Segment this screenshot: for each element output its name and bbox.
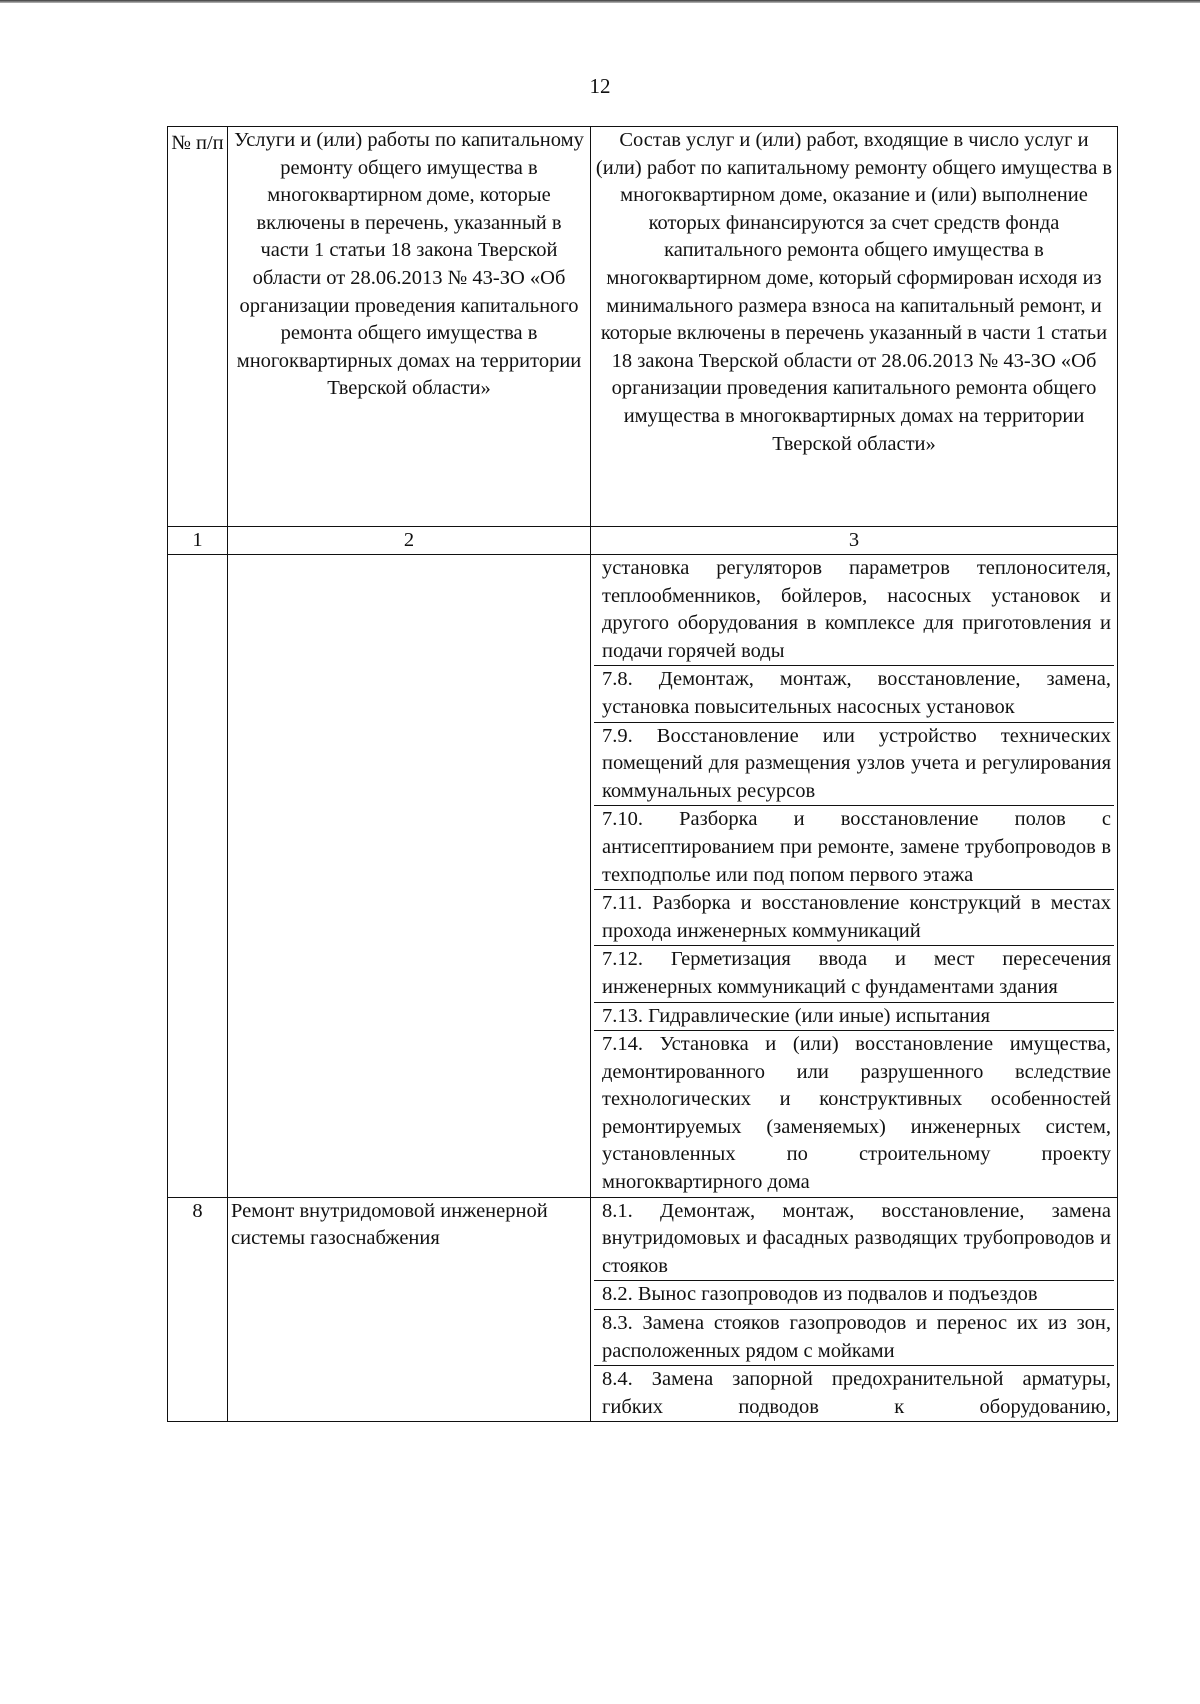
row-items <box>591 1197 1118 1422</box>
list-item: 7.14. Установка и (или) восстановление имущества, демонтированного или разрушенного вследствие технологических и конструктивных особенностей ремонтируемых (заменяемых) инженерных систем, установленных по строительному проекту многоквартирного дома <box>602 1033 1111 1194</box>
row-service <box>228 555 591 1198</box>
column-number-2: 2 <box>228 527 591 555</box>
scan-edge <box>0 0 1200 3</box>
list-item: 7.12. Герметизация ввода и мест пересечения инженерных коммуникаций с фундаментами здания <box>594 946 1114 1002</box>
row-items <box>591 555 1118 1198</box>
services-table <box>167 126 1118 1422</box>
header-number-label: № п/п <box>171 132 224 154</box>
header-composition-column <box>591 127 1118 527</box>
list-item: установка регуляторов параметров теплоносителя, теплообменников, бойлеров, насосных установок и другого оборудования в комплексе для приготовления и подачи горячей воды <box>594 555 1114 666</box>
column-numbers-row <box>168 527 1118 555</box>
table-row-7-continued <box>168 555 1118 1198</box>
row-service: Ремонт внутридомовой инженерной системы газоснабжения <box>228 1197 591 1422</box>
list-item: 7.10. Разборка и восстановление полов с антисептированием при ремонте, замене трубопроводов в техподполье или под попом первого этажа <box>594 806 1114 890</box>
row-number: 8 <box>168 1197 228 1422</box>
table-row-8 <box>168 1197 1118 1422</box>
column-number-3: 3 <box>591 527 1118 555</box>
list-item: 7.9. Восстановление или устройство технических помещений для размещения узлов учета и регулирования коммунальных ресурсов <box>594 723 1114 807</box>
list-item: 7.8. Демонтаж, монтаж, восстановление, замена, установка повысительных насосных установок <box>594 666 1114 722</box>
list-item: 8.3. Замена стояков газопроводов и перенос их из зон, расположенных рядом с мойками <box>594 1310 1114 1366</box>
row-number <box>168 555 228 1198</box>
list-item: 7.13. Гидравлические (или иные) испытания <box>594 1003 1114 1032</box>
header-composition-label: Состав услуг и (или) работ, входящие в число услуг и (или) работ по капитальному ремонту общего имущества в многоквартирном доме, оказание и (или) выполнение которых финансируются за счет средств фонда капитального ремонта общего имущества в многоквартирном доме, который сформирован исходя из минимального размера взноса на капитальный ремонт, и которые включены в перечень указанный в части 1 статьи 18 закона Тверской области от 28.06.2013 № 43-ЗО «Об организации проведения капитального ремонта общего имущества в многоквартирных домах на территории Тверской области» <box>595 129 1113 455</box>
list-item: 8.1. Демонтаж, монтаж, восстановление, замена внутридомовых и фасадных разводящих трубопроводов и стояков <box>594 1198 1114 1282</box>
page-number: 12 <box>589 74 611 98</box>
header-services-column <box>228 127 591 527</box>
list-item: 8.2. Вынос газопроводов из подвалов и подъездов <box>594 1281 1114 1310</box>
column-number-1: 1 <box>168 527 228 555</box>
list-item: 8.4. Замена запорной предохранительной арматуры, гибких подводов к оборудованию, <box>602 1368 1111 1418</box>
header-number-column <box>168 127 228 527</box>
header-services-label: Услуги и (или) работы по капитальному ремонту общего имущества в многоквартирном доме, которые включены в перечень, указанный в части 1 статьи 18 закона Тверской области от 28.06.2013 № 43-ЗО «Об организации проведения капитального ремонта общего имущества в многоквартирных домах на территории Тверской области» <box>234 129 584 400</box>
table-header-row <box>168 127 1118 527</box>
list-item: 7.11. Разборка и восстановление конструкций в местах прохода инженерных коммуникаций <box>594 890 1114 946</box>
